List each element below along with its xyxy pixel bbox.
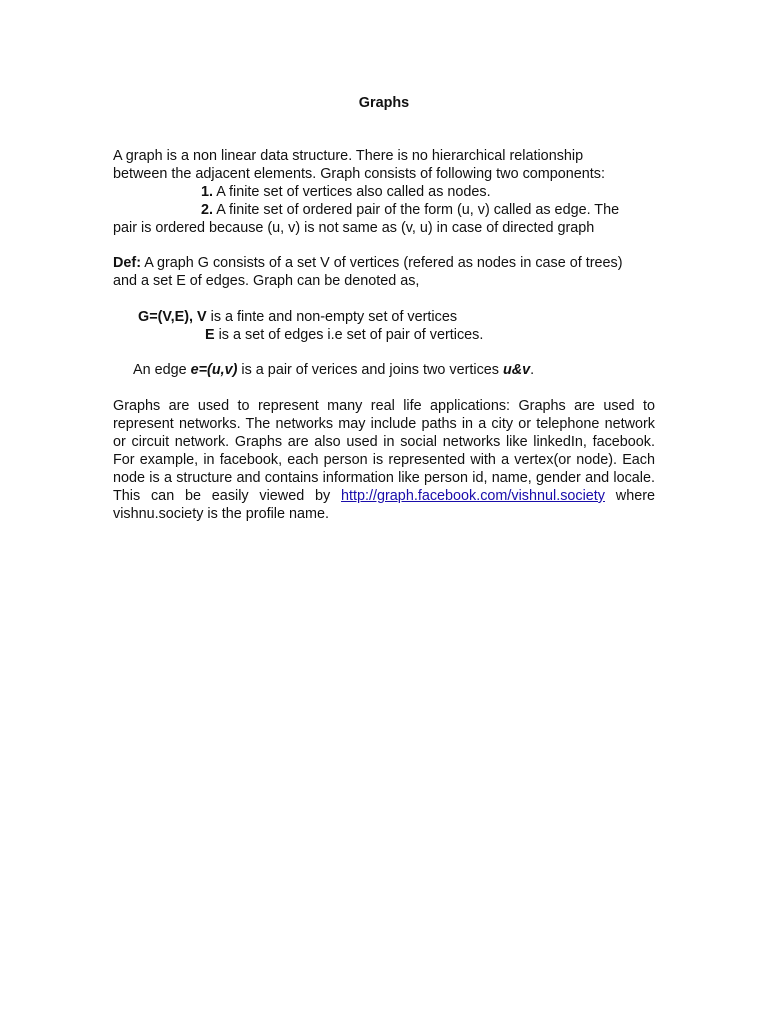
- notation-g-text: is a finte and non-empty set of vertices: [206, 309, 458, 325]
- edge-vertices: u&v: [502, 362, 531, 378]
- item-2-text: A finite set of ordered pair of the form (u, v) called as edge. The: [213, 202, 620, 218]
- intro-line-2: between the adjacent elements. Graph consists of following two components:: [113, 166, 605, 182]
- component-item-1: [113, 183, 655, 201]
- notation-e-line: [113, 326, 655, 344]
- edge-suffix: .: [530, 362, 535, 378]
- applications-paragraph: [113, 397, 655, 523]
- item-2-number: 2.: [201, 202, 214, 218]
- edge-middle: is a pair of verices and joins two vertices: [237, 362, 503, 378]
- def-line-2: and a set E of edges. Graph can be denoted as,: [113, 273, 420, 289]
- def-line-1: [113, 254, 655, 272]
- definition-paragraph: [113, 254, 655, 290]
- edge-sentence: [113, 361, 655, 379]
- notation-e-label: E: [205, 327, 215, 343]
- component-item-2: [113, 201, 655, 219]
- intro-line-5: pair is ordered because (u, v) is not same as (v, u) in case of directed graph: [113, 220, 595, 236]
- def-label: Def:: [113, 255, 141, 271]
- def-line-1-text: A graph G consists of a set V of vertices (refered as nodes in case of trees): [140, 255, 623, 271]
- applications-text: Graphs are used to represent many real life applications: Graphs are used to represent networks. The networks may include paths in a city or telephone network or circuit network. Graphs are also used in social networks like linkedIn, facebook. For example, in facebook, each person is represented with a vertex(or node). Each node is a structure and contains information like person id, name, gender and locale. This can be easily viewed by: [113, 398, 655, 504]
- facebook-graph-link[interactable]: http://graph.facebook.com/vishnul.society: [341, 488, 605, 504]
- item-1-text: A finite set of vertices also called as nodes.: [213, 184, 491, 200]
- notation-g-label: G=(V,E), V: [138, 309, 207, 325]
- edge-expression: e=(u,v): [190, 362, 238, 378]
- edge-line: [113, 361, 655, 379]
- notation-block: [113, 308, 655, 344]
- intro-line-1: A graph is a non linear data structure. There is no hierarchical relationship: [113, 148, 584, 164]
- intro-paragraph: [113, 147, 655, 237]
- item-1-number: 1.: [201, 184, 214, 200]
- edge-prefix: An edge: [133, 362, 191, 378]
- notation-e-text: is a set of edges i.e set of pair of vertices.: [214, 327, 484, 343]
- page-title: Graphs: [358, 95, 410, 111]
- applications-text-end: where vishnu.society is the profile name.: [113, 488, 655, 522]
- notation-g-line: [113, 308, 655, 326]
